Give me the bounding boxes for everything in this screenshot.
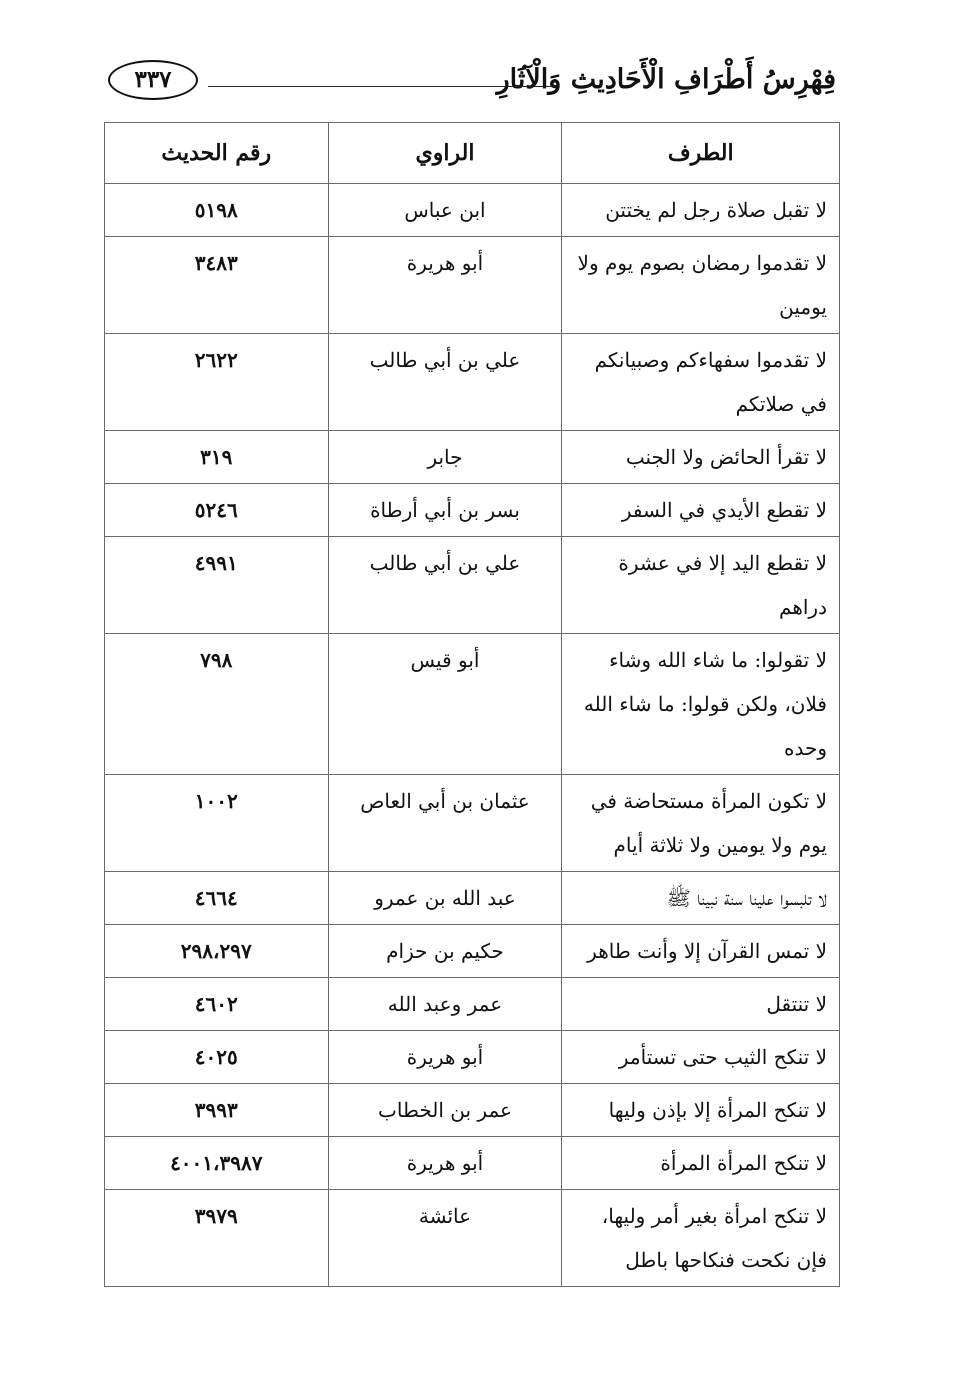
hadith-number: ٣١٩ — [105, 431, 329, 484]
hadith-number: ٤٠٢٥ — [105, 1031, 329, 1084]
hadith-narrator: جابر — [328, 431, 562, 484]
table-row — [105, 1137, 840, 1190]
hadith-text: لا تلبسوا علينا سنة نبينا ﷺ — [562, 872, 840, 925]
hadith-text: لا تقطع اليد إلا في عشرة دراهم — [562, 537, 840, 634]
hadith-narrator: أبو قيس — [328, 634, 562, 775]
table-row — [105, 334, 840, 431]
hadith-narrator: أبو هريرة — [328, 237, 562, 334]
hadith-number: ٤٦٦٤ — [105, 872, 329, 925]
hadith-narrator: عثمان بن أبي العاص — [328, 775, 562, 872]
table-row — [105, 237, 840, 334]
table-row — [105, 1190, 840, 1287]
table-header-row — [105, 123, 840, 184]
hadith-number: ٤٠٠١،٣٩٨٧ — [105, 1137, 329, 1190]
hadith-narrator: أبو هريرة — [328, 1031, 562, 1084]
hadith-number: ١٠٠٢ — [105, 775, 329, 872]
hadith-text: لا تكون المرأة مستحاضة في يوم ولا يومين ولا ثلاثة أيام — [562, 775, 840, 872]
table-row — [105, 872, 840, 925]
hadith-text: لا تقبل صلاة رجل لم يختتن — [562, 184, 840, 237]
column-header-text: الطرف — [562, 123, 840, 184]
header-rule — [208, 86, 554, 87]
table-row — [105, 537, 840, 634]
table-row — [105, 978, 840, 1031]
header-title: فِهْرِسُ أَطْرَافِ الْأَحَادِيثِ وَالْآثَارِ — [496, 64, 836, 95]
hadith-text: لا تقرأ الحائض ولا الجنب — [562, 431, 840, 484]
hadith-narrator: علي بن أبي طالب — [328, 537, 562, 634]
hadith-index-table — [104, 122, 840, 1287]
table-row — [105, 184, 840, 237]
hadith-narrator: عمر بن الخطاب — [328, 1084, 562, 1137]
hadith-number: ٥٢٤٦ — [105, 484, 329, 537]
table-row — [105, 484, 840, 537]
hadith-text: لا تنكح المرأة إلا بإذن وليها — [562, 1084, 840, 1137]
hadith-number: ٥١٩٨ — [105, 184, 329, 237]
hadith-number: ٣٩٧٩ — [105, 1190, 329, 1287]
column-header-number: رقم الحديث — [105, 123, 329, 184]
hadith-narrator: علي بن أبي طالب — [328, 334, 562, 431]
hadith-text: لا تنكح المرأة المرأة — [562, 1137, 840, 1190]
hadith-text: لا تقدموا سفهاءكم وصبيانكم في صلاتكم — [562, 334, 840, 431]
hadith-text: لا تقولوا: ما شاء الله وشاء فلان، ولكن قولوا: ما شاء الله وحده — [562, 634, 840, 775]
hadith-narrator: بسر بن أبي أرطاة — [328, 484, 562, 537]
page-number: ٣٣٧ — [108, 60, 198, 100]
hadith-narrator: ابن عباس — [328, 184, 562, 237]
hadith-text: لا تقدموا رمضان بصوم يوم ولا يومين — [562, 237, 840, 334]
table-row — [105, 1084, 840, 1137]
hadith-text: لا تنتقل — [562, 978, 840, 1031]
hadith-text: لا تقطع الأيدي في السفر — [562, 484, 840, 537]
hadith-narrator: عائشة — [328, 1190, 562, 1287]
hadith-text: لا تنكح امرأة بغير أمر وليها، فإن نكحت فنكاحها باطل — [562, 1190, 840, 1287]
hadith-narrator: أبو هريرة — [328, 1137, 562, 1190]
hadith-number: ٤٩٩١ — [105, 537, 329, 634]
hadith-number: ٢٦٢٢ — [105, 334, 329, 431]
table-row — [105, 634, 840, 775]
hadith-number: ٣٩٩٣ — [105, 1084, 329, 1137]
hadith-number: ٧٩٨ — [105, 634, 329, 775]
hadith-text: لا تنكح الثيب حتى تستأمر — [562, 1031, 840, 1084]
table-row — [105, 775, 840, 872]
hadith-text: لا تمس القرآن إلا وأنت طاهر — [562, 925, 840, 978]
hadith-narrator: عمر وعبد الله — [328, 978, 562, 1031]
table-row — [105, 1031, 840, 1084]
hadith-number: ٤٦٠٢ — [105, 978, 329, 1031]
table-row — [105, 925, 840, 978]
page-header — [108, 58, 836, 110]
hadith-narrator: عبد الله بن عمرو — [328, 872, 562, 925]
table-row — [105, 431, 840, 484]
column-header-narrator: الراوي — [328, 123, 562, 184]
hadith-narrator: حكيم بن حزام — [328, 925, 562, 978]
hadith-number: ٢٩٨،٢٩٧ — [105, 925, 329, 978]
hadith-number: ٣٤٨٣ — [105, 237, 329, 334]
